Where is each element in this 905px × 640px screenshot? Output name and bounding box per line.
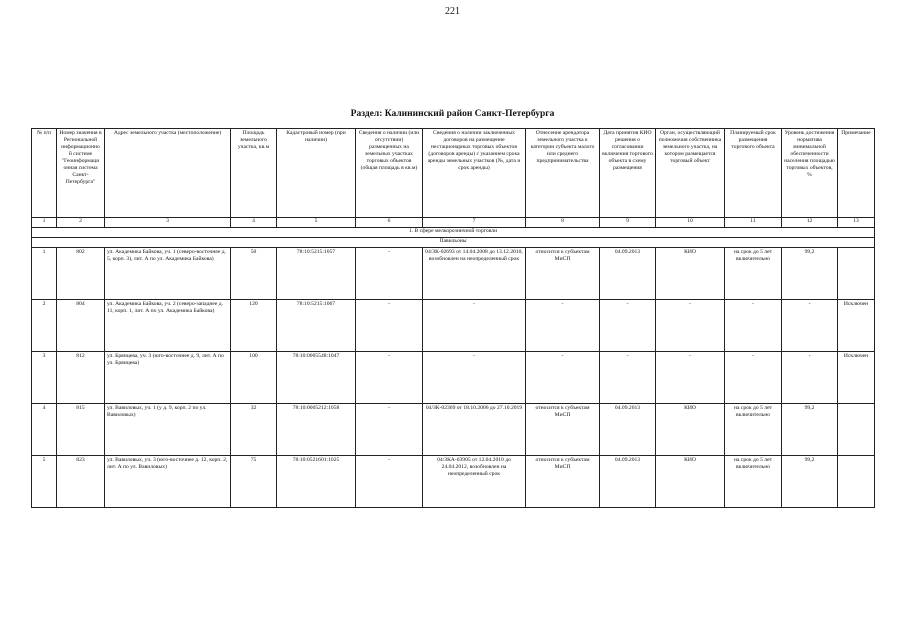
provision-level: -: [782, 300, 838, 352]
column-header: Адрес земельного участка (местоположение): [105, 129, 231, 218]
column-number: 8: [526, 218, 600, 228]
area: 120: [231, 300, 277, 352]
gis-id: 812: [57, 352, 105, 404]
column-header: Орган, осуществляющий полномочия собственника земельного участка, на котором размещается торговый объект: [656, 129, 725, 218]
planned-term: -: [725, 352, 782, 404]
sme-category: -: [526, 300, 600, 352]
note: Исключен: [838, 352, 875, 404]
column-number: 12: [782, 218, 838, 228]
note: [838, 404, 875, 456]
column-header: Примечание: [838, 129, 875, 218]
note: Исключен: [838, 300, 875, 352]
sme-category: относится к субъектам МиСП: [526, 456, 600, 508]
approval-date: 04.09.2013: [600, 248, 656, 300]
row-number: 5: [32, 456, 57, 508]
cadastral-number: 78:10:0005548:1047: [277, 352, 356, 404]
owner-authority: КИО: [656, 404, 725, 456]
subgroup-header: Павильоны: [32, 238, 875, 248]
note: [838, 456, 875, 508]
column-number: 5: [277, 218, 356, 228]
subgroup-header-row: [32, 238, 875, 248]
sme-category: -: [526, 352, 600, 404]
area: 75: [231, 456, 277, 508]
gis-id: 823: [57, 456, 105, 508]
note: [838, 248, 875, 300]
column-header: Сведения о наличии заключенных договоров на размещение нестационарных торговых объектов (договоров аренды) с указанием срока аренды земельных участков (№, дата и срок аренды): [423, 129, 526, 218]
table-row: [32, 404, 875, 456]
column-number: 6: [356, 218, 423, 228]
planned-term: на срок до 5 лет включительно: [725, 248, 782, 300]
table-row: [32, 352, 875, 404]
row-number: 2: [32, 300, 57, 352]
address: ул. Вавиловых, уч. 1 (у д. 9, корп. 2 по ул. Вавиловых): [105, 404, 231, 456]
column-number: 1: [32, 218, 57, 228]
cadastral-number: 78:10:5215:1057: [277, 248, 356, 300]
approval-date: 04.09.2013: [600, 456, 656, 508]
cadastral-number: 78:10:0005212:1058: [277, 404, 356, 456]
contract-info: -: [423, 300, 526, 352]
column-number: 9: [600, 218, 656, 228]
contract-info: -: [423, 352, 526, 404]
column-header: Дата принятия КИО решения о согласовании включения торгового объекта в схему размещения: [600, 129, 656, 218]
table-row: [32, 300, 875, 352]
area: 100: [231, 352, 277, 404]
column-header: Уровень достижения норматива минимальной обеспеченности населения площадью торговых объектов, %: [782, 129, 838, 218]
objects-info: -: [356, 404, 423, 456]
planned-term: на срок до 5 лет включительно: [725, 404, 782, 456]
owner-authority: КИО: [656, 456, 725, 508]
provision-level: 99,2: [782, 404, 838, 456]
provision-level: 99,2: [782, 248, 838, 300]
area: 32: [231, 404, 277, 456]
approval-date: -: [600, 300, 656, 352]
sme-category: относится к субъектам МиСП: [526, 404, 600, 456]
header-row: [32, 129, 875, 218]
column-header: Номер значения в Региональной информационно й системе "Геоинформаци онная система Санкт-Петербурга": [57, 129, 105, 218]
area: 50: [231, 248, 277, 300]
gis-id: 804: [57, 300, 105, 352]
column-header: Планируемый срок размещения торгового объекта: [725, 129, 782, 218]
owner-authority: -: [656, 352, 725, 404]
objects-info: -: [356, 352, 423, 404]
column-header: № п/п: [32, 129, 57, 218]
planned-term: -: [725, 300, 782, 352]
gis-id: 815: [57, 404, 105, 456]
column-number: 3: [105, 218, 231, 228]
column-number: 2: [57, 218, 105, 228]
address: ул. Вавиловых, уч. 3 (юго-восточнее д. 12, корп. 2, лит. А по ул. Вавиловых): [105, 456, 231, 508]
table-row: [32, 248, 875, 300]
objects-info: -: [356, 300, 423, 352]
address: ул. Академика Байкова, уч. 1 (северо-восточнее д. 5, корп. 3), лит. А по ул. Академика Байкова): [105, 248, 231, 300]
column-number: 13: [838, 218, 875, 228]
provision-level: -: [782, 352, 838, 404]
column-number: 7: [423, 218, 526, 228]
group-header-row: [32, 228, 875, 238]
row-number: 4: [32, 404, 57, 456]
column-header: Отнесение арендатора земельного участка к категории субъекта малого или среднего предпринимательства: [526, 129, 600, 218]
contract-info: 04/ЗК-02369 от 18.10.2006 до 27.10.2019: [423, 404, 526, 456]
address: ул. Академика Байкова, уч. 2 (северо-западнее д. 11, корп. 1, лит. А по ул. Академика Байкова): [105, 300, 231, 352]
owner-authority: КИО: [656, 248, 725, 300]
approval-date: -: [600, 352, 656, 404]
planned-term: на срок до 5 лет включительно: [725, 456, 782, 508]
group-header: 1. В сфере мелкорозничной торговли: [32, 228, 875, 238]
row-number: 1: [32, 248, 57, 300]
approval-date: 04.09.2013: [600, 404, 656, 456]
column-number: 4: [231, 218, 277, 228]
sme-category: относится к субъектам МиСП: [526, 248, 600, 300]
cadastral-number: 78:10:0521601:1025: [277, 456, 356, 508]
objects-info: -: [356, 456, 423, 508]
page-number: 221: [445, 6, 460, 17]
gis-id: 802: [57, 248, 105, 300]
cadastral-number: 78:10:5215:1067: [277, 300, 356, 352]
column-number: 11: [725, 218, 782, 228]
contract-info: 04/ЗКА-03905 от 12.04.2010 до 24.04.2012, возобновлен на неопределенный срок: [423, 456, 526, 508]
column-number-row: [32, 218, 875, 228]
registry-table: [31, 128, 875, 508]
column-header: Сведения о наличии (или отсутствии) размещенных на земельных участках торговых объектов (общая площадь в кв.м): [356, 129, 423, 218]
table-row: [32, 456, 875, 508]
column-header: Площадь земельного участка, кв.м: [231, 129, 277, 218]
section-title: Раздел: Калининский район Санкт-Петербурга: [350, 109, 555, 119]
column-header: Кадастровый номер (при наличии): [277, 129, 356, 218]
row-number: 3: [32, 352, 57, 404]
contract-info: 04/ЗК-02693 от 14.04.2008 до 13.12.2010, возобновлен на неопределенный срок: [423, 248, 526, 300]
objects-info: -: [356, 248, 423, 300]
provision-level: 99,2: [782, 456, 838, 508]
column-number: 10: [656, 218, 725, 228]
address: ул. Брянцева, уч. 3 (юго-восточнее д. 9, лит. А по ул. Брянцева): [105, 352, 231, 404]
owner-authority: -: [656, 300, 725, 352]
